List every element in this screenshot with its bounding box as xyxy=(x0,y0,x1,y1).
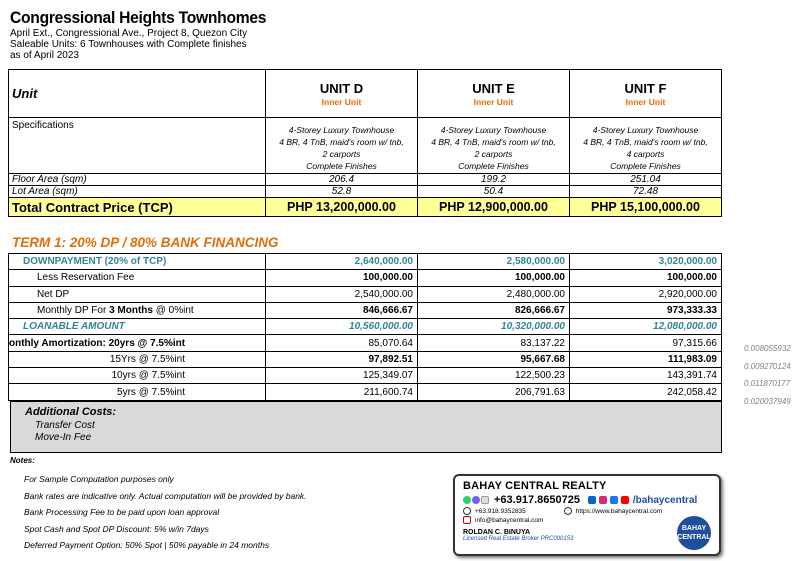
unit-d-lot: 52.8 xyxy=(266,186,418,198)
contact-row xyxy=(463,494,711,506)
tcp-label: Total Contract Price (TCP) xyxy=(9,198,266,217)
additional-cost-item: Transfer Cost xyxy=(35,420,95,431)
tcp-row xyxy=(9,198,722,217)
globe-icon xyxy=(564,507,572,515)
financing-table xyxy=(8,253,722,401)
unit-f-header: UNIT F Inner Unit xyxy=(570,70,722,118)
net-dp-row xyxy=(9,286,722,302)
social-icons xyxy=(588,496,630,504)
broker-license: Licensed Real Estate Broker PRC000153 xyxy=(463,536,574,542)
net-dp-label: Net DP xyxy=(9,286,266,302)
broker-name: ROLDAN C. BINUYA xyxy=(463,529,531,536)
unit-e-lot: 50.4 xyxy=(418,186,570,198)
unit-e-spec: 4-Storey Luxury Townhouse 4 BR, 4 TnB, maid's room w/ tnb, 2 carports Complete Finishes xyxy=(418,118,570,174)
unit-d-net-dp: 2,540,000.00 xyxy=(266,286,418,302)
floor-area-row xyxy=(9,174,722,186)
lot-area-row xyxy=(9,186,722,198)
unit-e-monthly-dp: 826,666.67 xyxy=(418,302,570,318)
unit-f-monthly-dp: 973,333.33 xyxy=(570,302,722,318)
factor-value: 0.020037949 xyxy=(744,396,791,406)
whatsapp-icon xyxy=(463,496,471,504)
email: info@bahaycentral.com xyxy=(475,516,544,524)
additional-cost-item: Move-In Fee xyxy=(35,432,92,443)
amortization-row xyxy=(9,384,722,400)
contact-line xyxy=(463,507,711,515)
amortization-row xyxy=(9,351,722,367)
amortization-row xyxy=(9,368,722,384)
notes-section xyxy=(10,456,307,554)
spec-row xyxy=(9,118,722,174)
note-item: Spot Cash and Spot DP Discount: 5% w/in 7days xyxy=(24,523,209,534)
unit-d-spec: 4-Storey Luxury Townhouse 4 BR, 4 TnB, maid's room w/ tnb, 2 carports Complete Finishes xyxy=(266,118,418,174)
amortization-factors xyxy=(744,340,791,410)
company-name: BAHAY CENTRAL REALTY xyxy=(463,480,607,492)
loanable-label: LOANABLE AMOUNT xyxy=(9,319,266,335)
linkedin-icon xyxy=(588,496,596,504)
note-item: Bank Processing Fee to be paid upon loan approval xyxy=(24,507,220,517)
unit-f-downpayment: 3,020,000.00 xyxy=(570,254,722,270)
factor-value: 0.011870177 xyxy=(744,379,791,389)
unit-e-floor: 199.2 xyxy=(418,174,570,186)
notes-title: Notes: xyxy=(10,456,35,465)
unit-d-downpayment: 2,640,000.00 xyxy=(266,254,418,270)
document-header xyxy=(10,8,288,61)
unit-d-monthly-dp: 846,666.67 xyxy=(266,302,418,318)
viber-icon xyxy=(472,496,480,504)
unit-f-amort-15: 111,983.09 xyxy=(570,351,722,367)
address-line: April Ext., Congressional Ave., Project 8, Quezon City xyxy=(10,28,248,39)
unit-d-reservation: 100,000.00 xyxy=(266,270,418,286)
unit-e-amort-5: 206,791.63 xyxy=(418,384,570,400)
unit-d-floor: 206.4 xyxy=(266,174,418,186)
company-logo: BAHAY CENTRAL xyxy=(677,516,711,550)
additional-costs-box xyxy=(10,401,722,453)
monthly-dp-label: Monthly DP For 3 Months @ 0%int xyxy=(9,302,266,318)
unit-header-row xyxy=(9,70,722,118)
facebook-icon xyxy=(610,496,618,504)
unit-d-amort-20: 85,070.64 xyxy=(266,335,418,351)
unit-e-tcp: PHP 12,900,000.00 xyxy=(418,198,570,217)
amortization-label: 10yrs @ 7.5%int xyxy=(9,368,266,384)
unit-e-amort-20: 83,137.22 xyxy=(418,335,570,351)
unit-e-loanable: 10,320,000.00 xyxy=(418,319,570,335)
website: https://www.bahaycentral.com xyxy=(575,507,663,515)
unit-f-tcp: PHP 15,100,000.00 xyxy=(570,198,722,217)
factor-value: 0.009270124 xyxy=(744,361,791,371)
unit-d-amort-15: 97,892.51 xyxy=(266,351,418,367)
amortization-row xyxy=(9,335,722,351)
email-line xyxy=(463,516,711,524)
business-card xyxy=(453,474,721,556)
unit-e-header: UNIT E Inner Unit xyxy=(418,70,570,118)
unit-table xyxy=(8,69,722,217)
loanable-row xyxy=(9,319,722,335)
note-item: Deferred Payment Option: 50% Spot | 50% payable in 24 months xyxy=(24,540,270,550)
amortization-label: 15Yrs @ 7.5%int xyxy=(9,351,266,367)
mail-icon xyxy=(463,516,471,524)
unit-f-net-dp: 2,920,000.00 xyxy=(570,286,722,302)
message-icon xyxy=(481,496,489,504)
unit-f-amort-5: 242,058.42 xyxy=(570,384,722,400)
unit-e-amort-10: 122,500.23 xyxy=(418,368,570,384)
additional-costs-title: Additional Costs: xyxy=(25,406,117,418)
unit-f-amort-20: 97,315.66 xyxy=(570,335,722,351)
amortization-label: onthly Amortization: 20yrs @ 7.5%int xyxy=(9,335,266,351)
unit-e-reservation: 100,000.00 xyxy=(418,270,570,286)
unit-e-net-dp: 2,480,000.00 xyxy=(418,286,570,302)
unit-f-reservation: 100,000.00 xyxy=(570,270,722,286)
unit-d-header: UNIT D Inner Unit xyxy=(266,70,418,118)
spec-label: Specifications xyxy=(9,118,266,174)
reservation-row xyxy=(9,270,722,286)
unit-f-loanable: 12,080,000.00 xyxy=(570,319,722,335)
unit-f-floor: 251.04 xyxy=(570,174,722,186)
term-title: TERM 1: 20% DP / 80% BANK FINANCING xyxy=(12,235,279,250)
unit-e-downpayment: 2,580,000.00 xyxy=(418,254,570,270)
phone-icon xyxy=(463,507,471,515)
unit-col-label: Unit xyxy=(9,70,266,118)
phone-number: +63.917.8650725 xyxy=(494,494,580,506)
lot-area-label: Lot Area (sqm) xyxy=(9,186,266,198)
factor-value: 0.008055932 xyxy=(744,344,791,353)
note-item: Bank rates are indicative only. Actual computation will be provided by bank. xyxy=(24,490,307,501)
note-item: For Sample Computation purposes only xyxy=(24,474,174,484)
unit-d-tcp: PHP 13,200,000.00 xyxy=(266,198,418,217)
as-of-line: as of April 2023 xyxy=(10,50,79,61)
unit-d-amort-5: 211,600.74 xyxy=(266,384,418,400)
page-title: Congressional Heights Townhomes xyxy=(10,8,267,27)
unit-e-amort-15: 95,667.68 xyxy=(418,351,570,367)
unit-f-lot: 72.48 xyxy=(570,186,722,198)
floor-area-label: Floor Area (sqm) xyxy=(9,174,266,186)
instagram-icon xyxy=(599,496,607,504)
reservation-label: Less Reservation Fee xyxy=(9,270,266,286)
monthly-dp-row xyxy=(9,302,722,318)
unit-d-amort-10: 125,349.07 xyxy=(266,368,418,384)
unit-d-loanable: 10,560,000.00 xyxy=(266,319,418,335)
downpayment-label: DOWNPAYMENT (20% of TCP) xyxy=(9,254,266,270)
social-handle: /bahaycentral xyxy=(632,494,698,506)
amortization-label: 5yrs @ 7.5%int xyxy=(9,384,266,400)
youtube-icon xyxy=(621,496,629,504)
secondary-phone: +63.918.9352835 xyxy=(475,507,526,515)
saleable-line: Saleable Units: 6 Townhouses with Complete finishes xyxy=(10,39,247,50)
unit-f-spec: 4-Storey Luxury Townhouse 4 BR, 4 TnB, maid's room w/ tnb, 4 carports Complete Finishes xyxy=(570,118,722,174)
unit-f-amort-10: 143,391.74 xyxy=(570,368,722,384)
downpayment-row xyxy=(9,254,722,270)
